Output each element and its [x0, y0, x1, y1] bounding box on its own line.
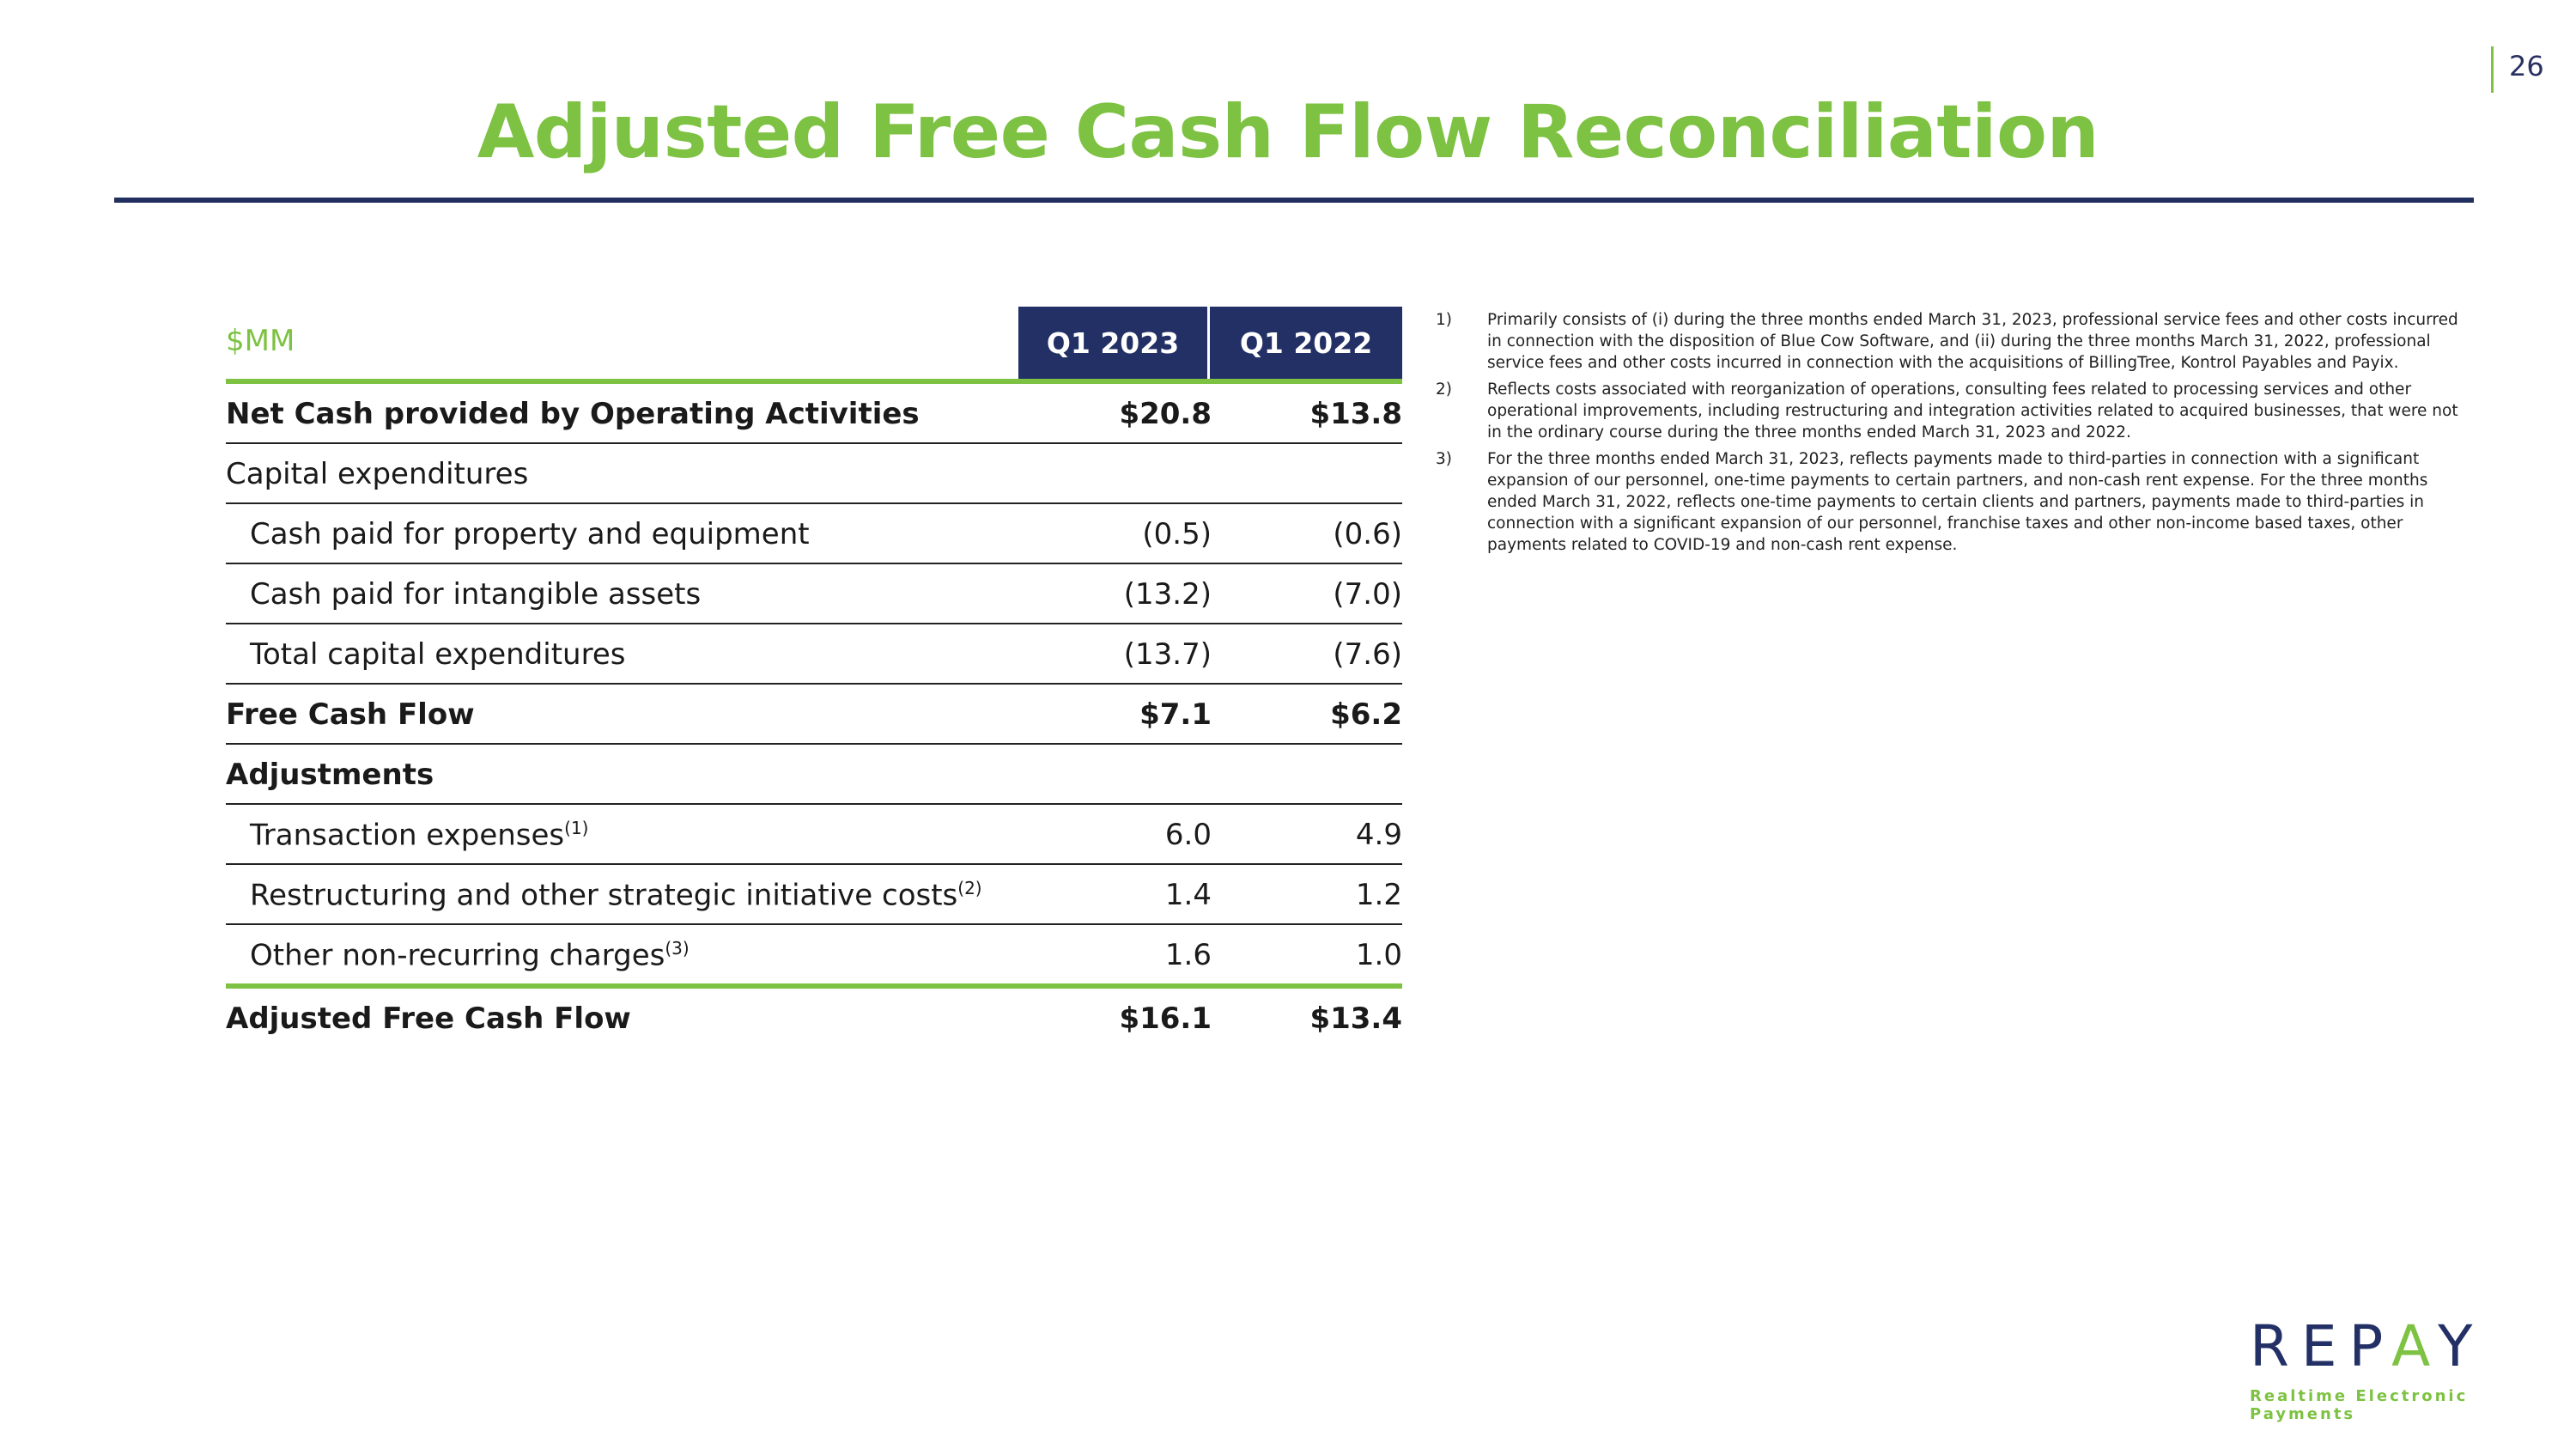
- row-label: Adjusted Free Cash Flow: [226, 1002, 631, 1036]
- value-q1-2023: (13.7): [1123, 637, 1212, 672]
- column-header-q1-2023: Q1 2023: [1018, 307, 1207, 379]
- table-row: [226, 444, 1402, 504]
- footnote-number: 1): [1436, 311, 1452, 329]
- row-label-text: Transaction expenses: [250, 818, 565, 853]
- footnote-text: Reflects costs associated with reorganization of operations, consulting fees related to processing services and other operational improvements, including restructuring and integration activities related to acquired businesses, that were not in the ordinary course during the three months ended March 31, 2023 and 2022.: [1487, 381, 2458, 441]
- row-label: Cash paid for intangible assets: [250, 577, 702, 612]
- value-q1-2023: (13.2): [1123, 577, 1212, 612]
- table-row: [226, 745, 1402, 805]
- row-label: Adjustments: [226, 758, 434, 792]
- row-label: Total capital expenditures: [250, 637, 626, 672]
- table-row: [226, 564, 1402, 624]
- value-q1-2022: 1.2: [1355, 878, 1402, 912]
- value-q1-2022: $13.4: [1309, 1002, 1402, 1036]
- row-label: Free Cash Flow: [226, 697, 475, 732]
- footnote: [1436, 448, 2466, 556]
- footnote: [1436, 379, 2466, 443]
- value-q1-2022: (7.6): [1333, 637, 1402, 672]
- table-row: [226, 685, 1402, 745]
- footnote-ref: (3): [665, 938, 690, 959]
- value-q1-2022: $13.8: [1309, 397, 1402, 431]
- row-label: [250, 878, 982, 912]
- value-q1-2023: $16.1: [1119, 1002, 1212, 1036]
- table-row: [226, 805, 1402, 865]
- footnote-ref: (2): [957, 878, 982, 898]
- table-row: [226, 504, 1402, 564]
- logo-tagline: Realtime Electronic Payments: [2250, 1387, 2469, 1423]
- value-q1-2022: $6.2: [1330, 697, 1402, 732]
- row-label: [250, 818, 589, 852]
- page-title: Adjusted Free Cash Flow Reconciliation: [477, 89, 2099, 175]
- page-number: 26: [2509, 50, 2544, 82]
- row-label-text: Restructuring and other strategic initiative costs: [250, 878, 958, 913]
- footnote-text: For the three months ended March 31, 2023, reflects payments made to third-parties in connection with a significant expansion of our personnel, one-time payments to certain partners, and non-cash rent expense. For the three months ended March 31, 2022, reflects one-time payments to certain clients and partners, payments made to third-parties in connection with a significant expansion of our personnel, franchise taxes and other non-income based taxes, other payments related to COVID-19 and non-cash rent expense.: [1487, 450, 2428, 554]
- page-number-divider: [2491, 46, 2494, 93]
- table-row: [226, 989, 1402, 1047]
- value-q1-2022: (7.0): [1333, 577, 1402, 612]
- column-header-q1-2022: Q1 2022: [1210, 307, 1402, 379]
- repay-logo: [2250, 1313, 2533, 1423]
- value-q1-2023: $20.8: [1119, 397, 1212, 431]
- value-q1-2023: 1.6: [1164, 938, 1212, 972]
- table-row: [226, 925, 1402, 983]
- value-q1-2022: (0.6): [1333, 517, 1402, 551]
- footnote-number: 2): [1436, 381, 1452, 399]
- table-row: [226, 624, 1402, 685]
- table-header: [226, 307, 1402, 379]
- value-q1-2023: (0.5): [1142, 517, 1212, 551]
- row-label: Net Cash provided by Operating Activities: [226, 397, 920, 431]
- footnotes: [1436, 309, 2466, 561]
- table-row: [226, 384, 1402, 444]
- footnote: [1436, 309, 2466, 374]
- table-row: [226, 865, 1402, 925]
- row-label-text: Other non-recurring charges: [250, 938, 665, 973]
- unit-label: $MM: [226, 324, 295, 358]
- value-q1-2023: $7.1: [1139, 697, 1212, 732]
- value-q1-2023: 6.0: [1164, 818, 1212, 852]
- title-divider: [114, 198, 2474, 203]
- row-label: [250, 938, 690, 972]
- footnote-text: Primarily consists of (i) during the three months ended March 31, 2023, professional service fees and other costs incurred in connection with the disposition of Blue Cow Software, and (ii) during the three months March 31, 2022, professional service fees and other costs incurred in connection with the acquisitions of BillingTree, Kontrol Payables and Payix.: [1487, 311, 2458, 372]
- row-label: Cash paid for property and equipment: [250, 517, 810, 551]
- row-label: Capital expenditures: [226, 457, 529, 491]
- footnote-number: 3): [1436, 450, 1452, 468]
- reconciliation-table: [226, 307, 1402, 1047]
- value-q1-2022: 4.9: [1355, 818, 1402, 852]
- value-q1-2023: 1.4: [1164, 878, 1212, 912]
- logo-wordmark: REPAY: [2250, 1313, 2485, 1379]
- value-q1-2022: 1.0: [1355, 938, 1402, 972]
- footnote-ref: (1): [564, 818, 589, 838]
